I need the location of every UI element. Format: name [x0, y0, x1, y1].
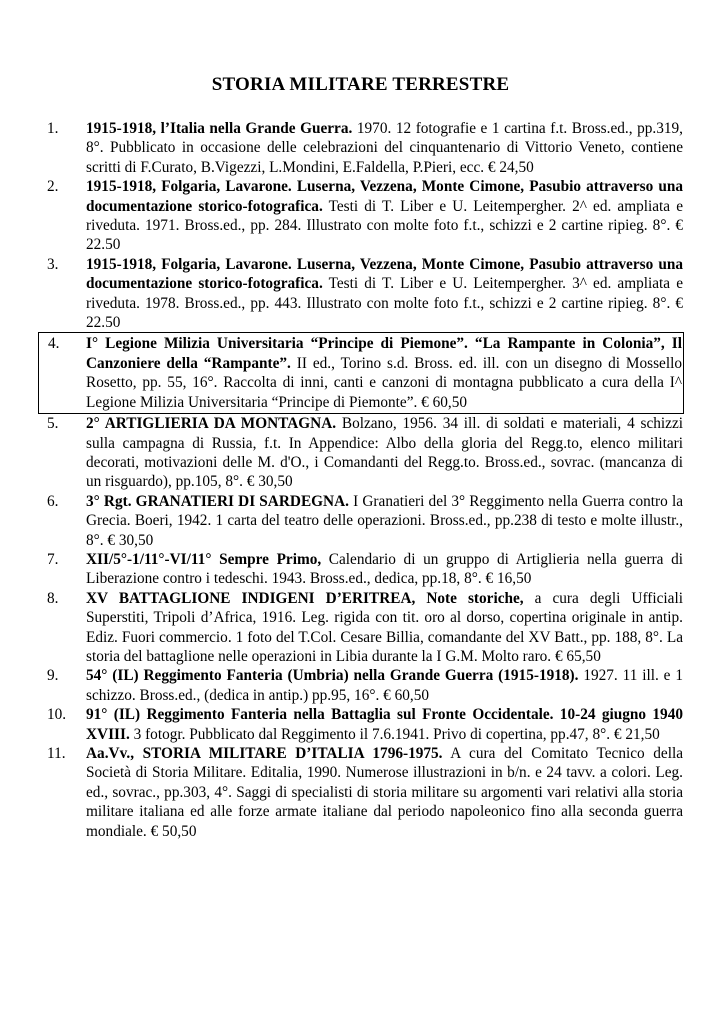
entry-number: 5.	[47, 415, 59, 433]
entry-number: 2.	[47, 178, 59, 196]
catalog-entry	[0, 177, 721, 255]
entry-number: 3.	[47, 255, 59, 273]
entry-title: 54° (IL) Reggimento Fanteria (Umbria) nella Grande Guerra (1915-1918).	[86, 667, 579, 685]
entry-title: Aa.Vv., STORIA MILITARE D’ITALIA 1796-1975.	[86, 745, 443, 762]
entry-title: XV BATTAGLIONE INDIGENI D’ERITREA, Note storiche,	[86, 589, 524, 607]
entry-description: II ed., Torino s.d. Bross. ed. ill. con un disegno di Mossello Rosetto, pp. 55, 16°. Raccolta di inni, canti e canzoni di montagna pubblicato a cura della I^ Legione Milizia Universitaria “Principe di Piemonte”. € 60,50	[86, 354, 682, 411]
catalog-list	[0, 119, 721, 841]
entry-description: Testi di T. Liber e U. Leitempergher. 3^ ed. ampliata e riveduta. 1978. Bross.ed., pp. 443. Illustrato con molte foto f.t., schizzi e 2 cartine ripieg. 8°. € 22.50	[86, 275, 683, 332]
entry-description: I Granatieri del 3° Reggimento nella Guerra contro la Grecia. Boeri, 1942. 1 carta del teatro delle operazioni. Bross.ed., pp.238 di testo e molte illustr., 8°. € 30,50	[86, 492, 683, 549]
entry-description: Testi di T. Liber e U. Leitempergher. 2^ ed. ampliata e riveduta. 1971. Bross.ed., pp. 284. Illustrato con molte foto f.t., schizzi e 2 cartine ripieg. 8°. € 22.50	[86, 197, 683, 254]
page-title: STORIA MILITARE TERRESTRE	[211, 74, 510, 95]
catalog-entry	[0, 414, 721, 492]
catalog-entry	[0, 744, 721, 841]
entry-number: 4.	[48, 335, 60, 353]
catalog-entry	[0, 705, 721, 744]
entry-description: 1970. 12 fotografie e 1 cartina f.t. Bross.ed., pp.319, 8°. Pubblicato in occasione delle celebrazioni del cinquantenario di Vittorio Veneto, contiene scritti di F.Curato, B.Vigezzi, L.Mondini, E.Faldella, P.Pieri, ecc. € 24,50	[86, 120, 683, 176]
entry-title: 1915-1918, l’Italia nella Grande Guerra.	[86, 120, 353, 137]
entry-title: 91° (IL) Reggimento Fanteria nella Battaglia sul Fronte Occidentale. 10-24 giugno 1940 XVIII.	[86, 706, 683, 743]
entry-title: 1915-1918, Folgaria, Lavarone. Luserna, Vezzena, Monte Cimone, Pasubio attraverso una documentazione storico-fotografica.	[86, 255, 683, 293]
catalog-entry-highlighted	[38, 332, 684, 414]
entry-number: 9.	[47, 667, 59, 685]
catalog-entry	[0, 550, 721, 589]
entry-title: XII/5°-1/11°-VI/11° Sempre Primo,	[86, 550, 322, 568]
entry-description: a cura degli Ufficiali Superstiti, Tripoli d’Africa, 1916. Leg. rigida con tit. oro al dorso, copertina originale in antip. Ediz. Fuori commercio. 1 foto del T.Col. Cesare Billia, comandante del XV Batt., pp. 188, 8°. La storia del battaglione nelle operazioni in Libia durante la I G.M. Molto raro. € 65,50	[86, 589, 683, 665]
catalog-entry	[0, 119, 721, 177]
entry-title: 1915-1918, Folgaria, Lavarone. Luserna, Vezzena, Monte Cimone, Pasubio attraverso una documentazione storico-fotografica.	[86, 178, 683, 215]
entry-number: 1.	[47, 120, 59, 137]
entry-number: 6.	[47, 492, 59, 510]
entry-description: Bolzano, 1956. 34 ill. di soldati e materiali, 4 schizzi sulla campagna di Russia, f.t. In Appendice: Albo della gloria del Regg.to, elenco militari decorati, motivazioni delle M. d'O., i Comandanti del Regg.to. Bross.ed., sovrac. (mancanza di un risguardo), pp.105, 8°. € 30,50	[86, 415, 683, 491]
entry-title: 2° ARTIGLIERIA DA MONTAGNA.	[86, 415, 337, 433]
catalog-entry	[0, 589, 721, 667]
catalog-entry	[0, 666, 721, 705]
entry-title: I° Legione Milizia Universitaria “Principe di Piemone”. “La Rampante in Colonia”, Il Canzoniere della “Rampante”.	[86, 335, 682, 372]
entry-description: Calendario di un gruppo di Artiglieria nella guerra di Liberazione contro i tedeschi. 1943. Bross.ed., dedica, pp.18, 8°. € 16,50	[86, 550, 683, 588]
entry-number: 10.	[47, 706, 67, 724]
entry-number: 11.	[47, 745, 66, 762]
catalog-entry	[0, 255, 721, 333]
entry-description: 1927. 11 ill. e 1 schizzo. Bross.ed., (dedica in antip.) pp.95, 16°. € 60,50	[86, 667, 683, 704]
entry-number: 8.	[47, 589, 59, 607]
entry-number: 7.	[47, 550, 59, 568]
entry-description: A cura del Comitato Tecnico della Società di Storia Militare. Editalia, 1990. Numerose illustrazioni in b/n. e 24 tavv. a colori. Leg. ed., sovrac., pp.303, 4°. Saggi di specialisti di storia militare su argomenti vari relativi alla storia militare italiana ed alle forze armate italiane dal periodo napoleonico fino alla seconda guerra mondiale. € 50,50	[86, 745, 683, 840]
entry-description: 3 fotogr. Pubblicato dal Reggimento il 7.6.1941. Privo di copertina, pp.47, 8°. € 21,50	[129, 725, 660, 743]
catalog-entry	[0, 492, 721, 550]
entry-title: 3° Rgt. GRANATIERI DI SARDEGNA.	[86, 492, 349, 510]
